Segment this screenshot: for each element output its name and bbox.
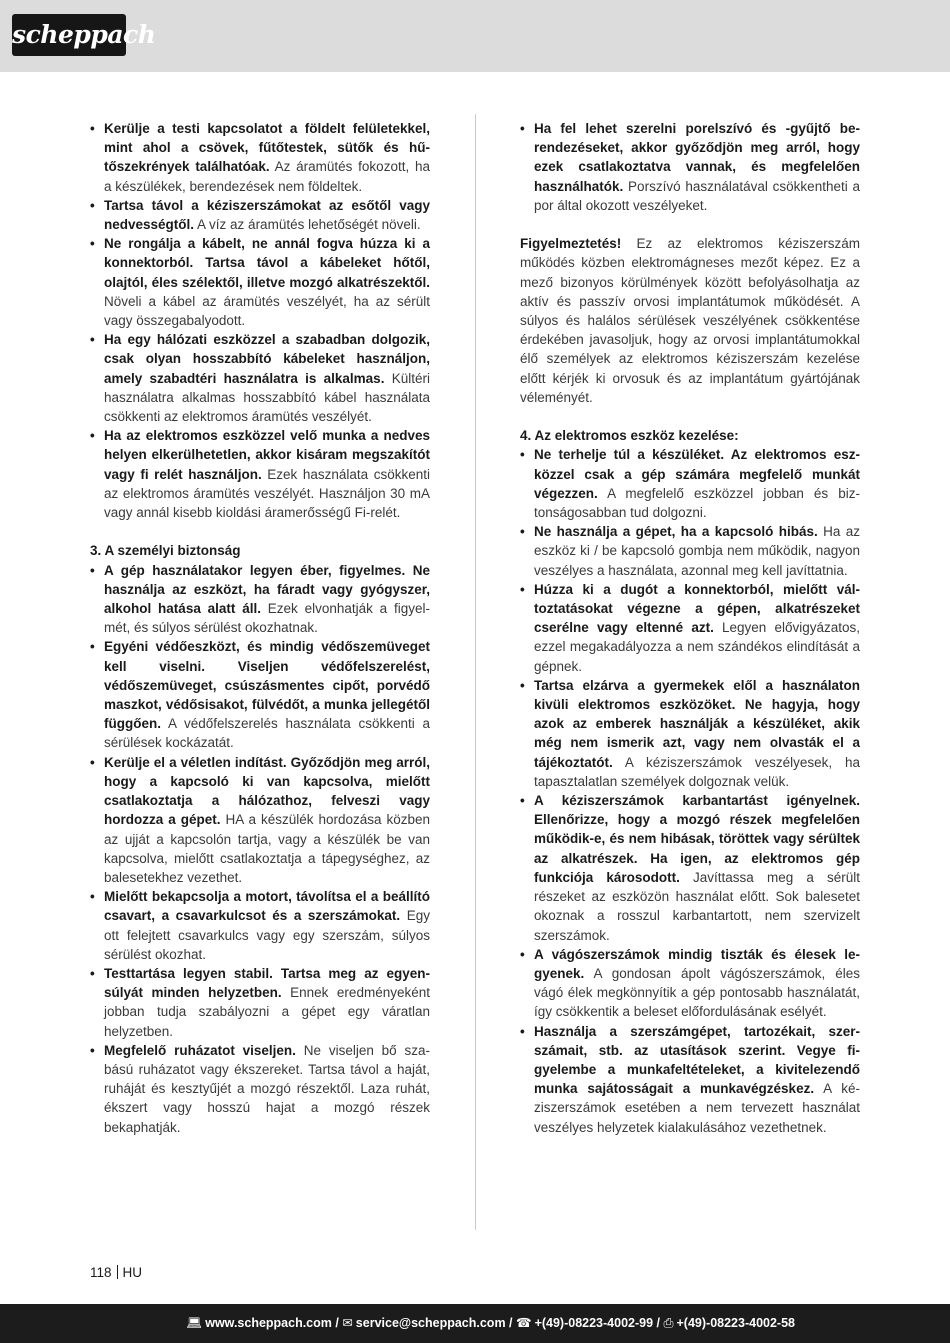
- list-item: • Ne rongálja a kábelt, ne annál fogva húzza ki a konnektorból. Tartsa távol a kábeleket hőtől, olajtól, éles szélektől, illetve mozgó alkatrészektől. Növeli a kábel az áramütés veszélyét, ha az sérült vagy összegabalyodott.: [90, 234, 430, 330]
- list-item: • Ha fel lehet szerelni porelszívó és -gyűjtő berendezéseket, akkor győződjön meg arról, hogy ezek csatlakoztatva vannak, és megfelelően használhatók. Porszívó használatával csökkentheti a por által okozott veszélyeket.: [520, 119, 860, 215]
- personal-safety-list: [90, 561, 430, 1137]
- warning-label: Figyelmeztetés!: [520, 236, 622, 252]
- fax-icon: ⎙: [663, 1316, 674, 1330]
- list-item: • A gép használatakor legyen éber, figyelmes. Ne használja az eszközt, ha fáradt vagy gyógyszer, alkohol hatása alatt áll. Ezek elvonhatják a figyelmét, és súlyos sérülést okozhatnak.: [90, 561, 430, 638]
- list-item: • Használja a szerszámgépet, tartozékait, szerszámait, stb. az utasítások szerint. Vegye figyelembe a munkafeltételeket, a kivitelezendő munka sajátosságait a munkavégzéskez. A kéziszerszámok esetében a nem tervezett használat veszélyes helyzetek kialakulásához vezethetnek.: [520, 1022, 860, 1137]
- list-item: • Kerülje a testi kapcsolatot a földelt felületekkel, mint ahol a csövek, fűtőtestek, sütők és hűtőszekrények találhatóak. Az áramütés fokozott, ha a készülékek, berendezések nem földeltek.: [90, 119, 430, 196]
- brand-logo: scheppach: [12, 14, 126, 56]
- computer-icon: 💻︎: [186, 1316, 203, 1330]
- list-item: • Tartsa elzárva a gyermekek elől a használaton kivüli elektromos eszközöket. Ne hagyja, hogy azok az emberek használják a készüléket, akik még nem ismerik azt, vagy nem olvasták el a tájékoztatót. A kéziszerszámok veszélyesek, ha tapasztalatlan személyek dolgoznak velük.: [520, 676, 860, 791]
- section-heading-tool-use: 4. Az elektromos eszköz kezelése:: [520, 428, 739, 444]
- page-number: 118 HU: [90, 1265, 143, 1280]
- list-item: • Ne használja a gépet, ha a kapcsoló hibás. Ha az eszköz ki / be kapcsoló gombja nem működik, nagyon veszélyes a használata, azonnal meg kell javíttatnia.: [520, 522, 860, 580]
- left-column: [90, 119, 430, 1137]
- phone-number: +(49)-08223-4002-99: [534, 1316, 654, 1330]
- list-item: • Egyéni védőeszközt, és mindig védőszemüveget kell viselni. Viseljen védőfelszerelést, védőszemüveget, csúszásmentes cipőt, porvédő maszkot, védősisakot, fülvédőt, a munka jellegétől függően. A védőfelszerelés használata csökkenti a sérülések kockázatát.: [90, 637, 430, 752]
- mail-icon: ✉︎: [342, 1316, 353, 1330]
- page-header: [0, 0, 950, 72]
- list-item: • Húzza ki a dugót a konnektorból, mielőtt változtatásokat végezne a gépen, alkatrészeket cserélne vagy eltenné azt. Legyen elővigyázatos, ezzel megakadályozza a nem szándékos elindítását a gépnek.: [520, 580, 860, 676]
- list-item: • Kerülje el a véletlen indítást. Győződjön meg arról, hogy a kapcsoló ki van kapcsolva, mielőtt csatlakoztatja a hálózathoz, felveszi vagy hordozza a gépet. HA a készülék hordozása közben az ujját a kapcsolón tartja, vagy a készülék be van kapcsolva, mielőtt csatlakoztatja a tápegységhez, az balesetekhez vezethet.: [90, 753, 430, 887]
- list-item: • Megfelelő ruházatot viseljen. Ne viseljen bő szabású ruházatot vagy ékszereket. Tartsa távol a haját, ruháját és kesztyűjét a mozgó részektől. Laza ruhát, ékszert vagy hosszú hajat a mozgó részek bekaphatják.: [90, 1041, 430, 1137]
- right-column: [520, 119, 860, 1137]
- page-footer: [0, 1304, 950, 1343]
- list-item: • Tartsa távol a kéziszerszámokat az esőtől vagy nedvességtől. A víz az áramütés lehetőségét növeli.: [90, 196, 430, 234]
- fax-number: +(49)-08223-4002-58: [676, 1316, 795, 1330]
- list-item: • A vágószerszámok mindig tiszták és élesek legyenek. A gondosan ápolt vágószerszámok, éles vágó élek megkönnyítik a gép pontosabb használatát, így csökkentik a beleset előfordulásának esélyét.: [520, 945, 860, 1022]
- list-item: • Ha az elektromos eszközzel velő munka a nedves helyen elkerülhetetlen, akkor kisáram megszakítót vagy fi relét használjon. Ezek használata csökkenti az elektromos áramütés veszélyét. Használjon 30 mA vagy annál kisebb kioldási áramerősségű Fi-relét.: [90, 426, 430, 522]
- warning-text: Ez az elektromos kéziszerszám működés közben elektromágneses mezőt képez. Ez a mező bizonyos körülmények között befolyásolhatja az aktív és passzív orvosi implantátumok működését. A súlyos és halálos sérülések veszélyének csökkentése érdekében javasoljuk, hogy az orvosi implantátumokkal élő személyek az elektromos kéziszerszám kezelése előtt kérjék ki orvosuk és az implantátum gyártójának véleményét.: [520, 236, 860, 405]
- phone-icon: ☎︎: [515, 1316, 532, 1330]
- list-item: • Ha egy hálózati eszközzel a szabadban dolgozik, csak olyan hosszabbító kábeleket használjon, amely szabadtéri használatra is alkalmas. Kültéri használatra alkalmas hosszabbító kábel használata csökkenti az elektromos áramütés veszélyét.: [90, 330, 430, 426]
- list-item: • Mielőtt bekapcsolja a motort, távolítsa el a beállító csavart, a csavarkulcsot és a szerszámokat. Egy ott felejtett csavarkulcs vagy egy szerszám, súlyos sérülést okozhat.: [90, 887, 430, 964]
- section-heading-personal-safety: 3. A személyi biztonság: [90, 543, 241, 559]
- website-link[interactable]: www.scheppach.com: [205, 1316, 332, 1330]
- dust-extraction-list: [520, 119, 860, 215]
- list-item: • A kéziszerszámok karbantartást igényelnek. Ellenőrizze, hogy a mozgó részek megfelelően működik-e, és nem hibásak, töröttek vagy sérültek az alkatrészek. Ha igen, az elektromos gép funkciója károsodott. Javíttassa meg a sérült részeket az eszközön használat előtt. Sok balesetet okoznak a rosszul karbantartott, nem szervizelt szerszámok.: [520, 791, 860, 945]
- tool-use-list: [520, 445, 860, 1136]
- column-divider: [475, 114, 476, 1230]
- list-item: • Ne terhelje túl a készüléket. Az elektromos eszközzel csak a gép számára megfelelő munkát végezzen. A megfelelő eszközzel jobban és biztonságosabban tud dolgozni.: [520, 445, 860, 522]
- email-link[interactable]: service@scheppach.com: [355, 1316, 506, 1330]
- language-code: HU: [122, 1265, 143, 1280]
- list-item: • Testtartása legyen stabil. Tartsa meg az egyensúlyát minden helyzetben. Ennek eredményeként jobban tudja szabályozni a gépet egy váratlan helyzetben.: [90, 964, 430, 1041]
- electrical-safety-list: [90, 119, 430, 522]
- warning-paragraph: [520, 234, 860, 407]
- contact-line: 💻︎ www.scheppach.com / ✉︎ service@scheppach.com / ☎︎ +(49)-08223-4002-99 / ⎙ +(49)-08223-4002-58: [186, 1316, 795, 1330]
